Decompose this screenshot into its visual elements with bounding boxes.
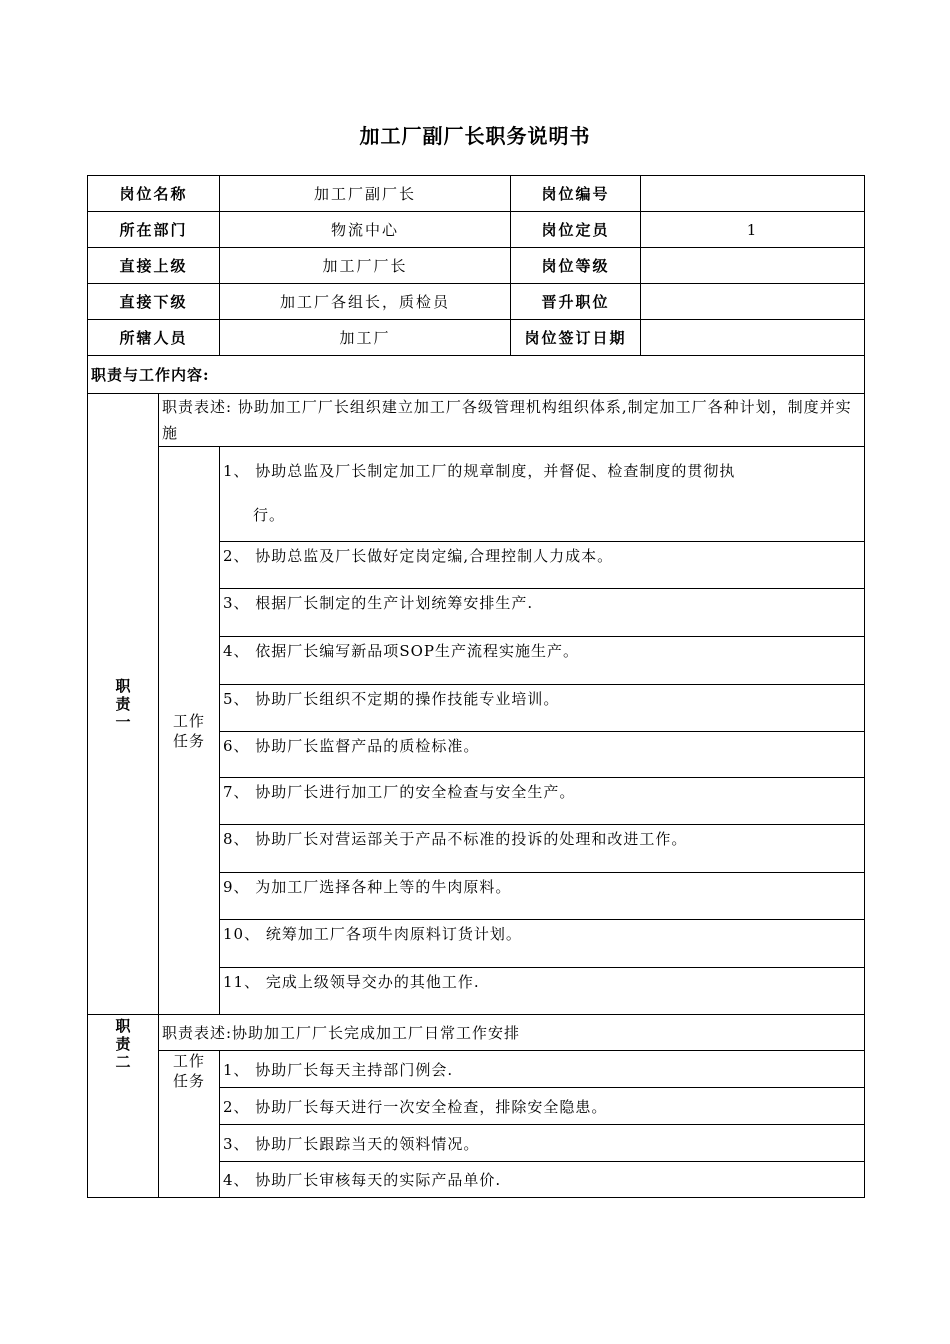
duty1-task-2: 2、 协助总监及厂长做好定岗定编,合理控制人力成本。 bbox=[220, 542, 865, 589]
sign-date-value bbox=[641, 320, 865, 356]
duty2-task-label bbox=[159, 1051, 220, 1198]
info-row-4 bbox=[88, 284, 865, 320]
duty1-task-7: 7、 协助厂长进行加工厂的安全检查与安全生产。 bbox=[220, 778, 865, 825]
info-row-1 bbox=[88, 176, 865, 212]
duty1-task-6: 6、 协助厂长监督产品的质检标准。 bbox=[220, 732, 865, 778]
subordinate-label: 直接下级 bbox=[88, 284, 220, 320]
duty2-label-char: 职 bbox=[115, 1017, 131, 1035]
task-text: 1、 协助总监及厂长制定加工厂的规章制度，并督促、检查制度的贯彻执 bbox=[223, 462, 736, 480]
document-title: 加工厂副厂长职务说明书 bbox=[359, 124, 591, 148]
duty2-task-2: 2、 协助厂长每天进行一次安全检查，排除安全隐患。 bbox=[220, 1088, 865, 1125]
duty1-label-char: 职 bbox=[115, 677, 131, 695]
duty2-task-row bbox=[88, 1051, 865, 1088]
section-heading: 职责与工作内容: bbox=[88, 356, 865, 394]
duty1-task-5: 5、 协助厂长组织不定期的操作技能专业培训。 bbox=[220, 685, 865, 732]
grade-label: 岗位等级 bbox=[511, 248, 641, 284]
section-row bbox=[88, 356, 865, 394]
job-description-table bbox=[87, 175, 865, 1198]
duty1-label-char: 一 bbox=[115, 713, 131, 731]
duty1-label bbox=[88, 394, 159, 1015]
staff-label: 所辖人员 bbox=[88, 320, 220, 356]
duty1-task-1 bbox=[220, 447, 865, 542]
duty1-task-11: 11、 完成上级领导交办的其他工作. bbox=[220, 968, 865, 1015]
duty1-task-10: 10、 统筹加工厂各项牛肉原料订货计划。 bbox=[220, 920, 865, 968]
task-label-line: 任务 bbox=[172, 1072, 205, 1090]
duty1-task-4: 4、 依据厂长编写新品项SOP生产流程实施生产。 bbox=[220, 637, 865, 685]
duty1-label-char: 责 bbox=[115, 695, 131, 713]
superior-value: 加工厂厂长 bbox=[220, 248, 511, 284]
duty2-task-1: 1、 协助厂长每天主持部门例会. bbox=[220, 1051, 865, 1088]
duty2-task-3: 3、 协助厂长跟踪当天的领料情况。 bbox=[220, 1125, 865, 1162]
duty1-description-row bbox=[88, 394, 865, 447]
duty2-label-char: 责 bbox=[115, 1035, 131, 1053]
duty1-task-label bbox=[159, 447, 220, 1015]
superior-label: 直接上级 bbox=[88, 248, 220, 284]
subordinate-value: 加工厂各组长，质检员 bbox=[220, 284, 511, 320]
task-text-continued: 行。 bbox=[253, 506, 286, 524]
task-label-line: 任务 bbox=[172, 731, 205, 750]
duty2-label bbox=[88, 1015, 159, 1198]
grade-value bbox=[641, 248, 865, 284]
task-label-line: 工作 bbox=[172, 711, 205, 730]
staff-value: 加工厂 bbox=[220, 320, 511, 356]
post-name-label: 岗位名称 bbox=[88, 176, 220, 212]
sign-date-label: 岗位签订日期 bbox=[511, 320, 641, 356]
duty1-task-8: 8、 协助厂长对营运部关于产品不标准的投诉的处理和改进工作。 bbox=[220, 825, 865, 873]
duty2-task-4: 4、 协助厂长审核每天的实际产品单价. bbox=[220, 1162, 865, 1198]
post-no-value bbox=[641, 176, 865, 212]
promotion-value bbox=[641, 284, 865, 320]
quota-value: 1 bbox=[641, 212, 865, 248]
duty2-description-row bbox=[88, 1015, 865, 1051]
duty2-label-char: 二 bbox=[115, 1053, 131, 1071]
promotion-label: 晋升职位 bbox=[511, 284, 641, 320]
info-row-5 bbox=[88, 320, 865, 356]
duty1-task-row bbox=[88, 447, 865, 542]
info-row-2 bbox=[88, 212, 865, 248]
dept-label: 所在部门 bbox=[88, 212, 220, 248]
dept-value: 物流中心 bbox=[220, 212, 511, 248]
task-label-line: 工作 bbox=[172, 1052, 205, 1070]
quota-label: 岗位定员 bbox=[511, 212, 641, 248]
duty1-description: 职责表述: 协助加工厂厂长组织建立加工厂各级管理机构组织体系,制定加工厂各种计划，制度并实施 bbox=[159, 394, 865, 447]
post-name-value: 加工厂副厂长 bbox=[220, 176, 511, 212]
post-no-label: 岗位编号 bbox=[511, 176, 641, 212]
info-row-3 bbox=[88, 248, 865, 284]
duty1-task-3: 3、 根据厂长制定的生产计划统筹安排生产. bbox=[220, 589, 865, 637]
duty2-description: 职责表述:协助加工厂厂长完成加工厂日常工作安排 bbox=[159, 1015, 865, 1051]
duty1-task-9: 9、 为加工厂选择各种上等的牛肉原料。 bbox=[220, 873, 865, 920]
